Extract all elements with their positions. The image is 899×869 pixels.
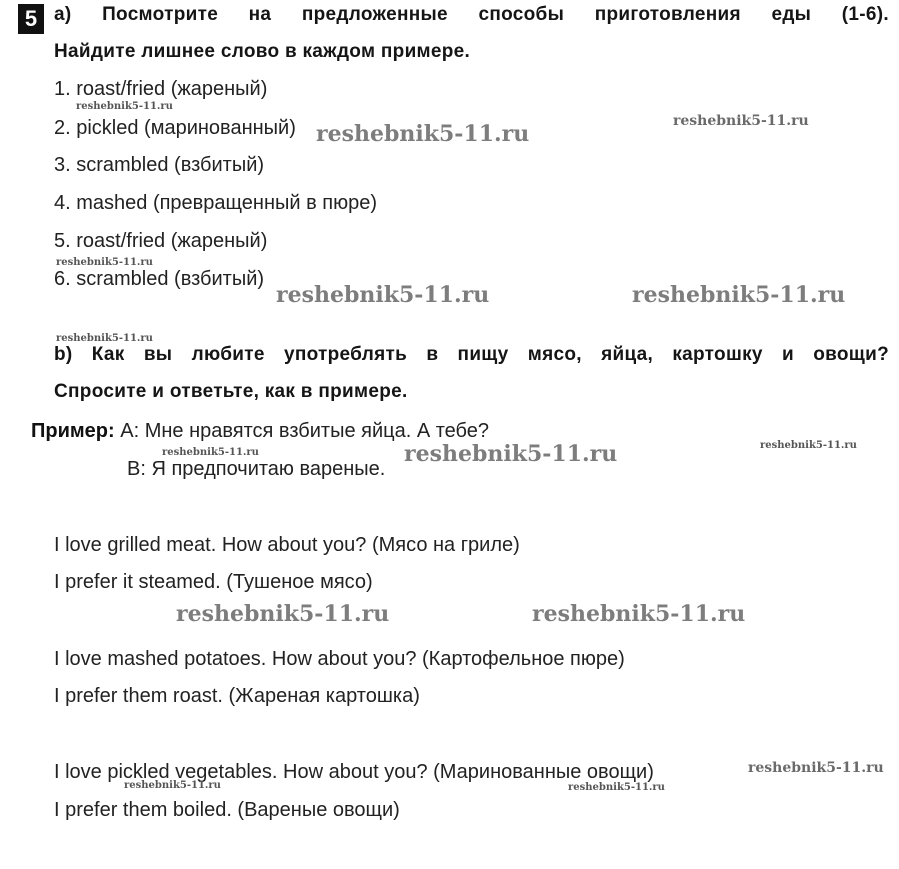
answer-a-1: 1. roast/fried (жареный) bbox=[54, 78, 268, 100]
dialogue-potatoes-answer: I prefer them roast. (Жареная картошка) bbox=[54, 685, 420, 707]
dialogue-meat-answer: I prefer it steamed. (Тушеное мясо) bbox=[54, 571, 373, 593]
watermark: reshebnik5-11.ru bbox=[532, 601, 746, 627]
watermark: reshebnik5-11.ru bbox=[124, 780, 221, 791]
exercise-number-badge: 5 bbox=[18, 4, 44, 34]
watermark: reshebnik5-11.ru bbox=[162, 447, 259, 458]
example-line-b: B: Я предпочитаю вареные. bbox=[127, 458, 386, 480]
part-a-subinstruction: Найдите лишнее слово в каждом примере. bbox=[54, 41, 471, 62]
watermark: reshebnik5-11.ru bbox=[56, 333, 153, 344]
answer-a-3: 3. scrambled (взбитый) bbox=[54, 154, 265, 176]
watermark: reshebnik5-11.ru bbox=[748, 760, 884, 776]
watermark: reshebnik5-11.ru bbox=[76, 101, 173, 112]
part-b-instruction: b) Как вы любите употреблять в пищу мясо, яйца, картошку и овощи? bbox=[54, 344, 889, 365]
watermark: reshebnik5-11.ru bbox=[632, 282, 846, 308]
answer-a-2: 2. pickled (маринованный) bbox=[54, 117, 296, 139]
example-label: Пример: bbox=[31, 420, 115, 442]
example-a-text: A: Мне нравятся взбитые яйца. А тебе? bbox=[120, 420, 490, 442]
watermark: reshebnik5-11.ru bbox=[568, 782, 665, 793]
dialogue-potatoes-question: I love mashed potatoes. How about you? (Картофельное пюре) bbox=[54, 648, 625, 670]
part-b-subinstruction: Спросите и ответьте, как в примере. bbox=[54, 381, 408, 402]
watermark: reshebnik5-11.ru bbox=[276, 282, 490, 308]
watermark: reshebnik5-11.ru bbox=[176, 601, 390, 627]
answer-a-6: 6. scrambled (взбитый) bbox=[54, 268, 265, 290]
part-a-instruction: a) Посмотрите на предложенные способы приготовления еды (1-6). bbox=[54, 4, 889, 25]
watermark: reshebnik5-11.ru bbox=[673, 113, 809, 129]
answer-a-4: 4. mashed (превращенный в пюре) bbox=[54, 192, 378, 214]
dialogue-meat-question: I love grilled meat. How about you? (Мясо на гриле) bbox=[54, 534, 520, 556]
dialogue-vegetables-answer: I prefer them boiled. (Вареные овощи) bbox=[54, 799, 400, 821]
watermark: reshebnik5-11.ru bbox=[56, 257, 153, 268]
watermark: reshebnik5-11.ru bbox=[404, 441, 618, 467]
watermark: reshebnik5-11.ru bbox=[316, 121, 530, 147]
watermark: reshebnik5-11.ru bbox=[760, 440, 857, 451]
answer-a-5: 5. roast/fried (жареный) bbox=[54, 230, 268, 252]
example-line-a bbox=[31, 420, 489, 443]
dialogue-vegetables-question: I love pickled vegetables. How about you? (Маринованные овощи) bbox=[54, 761, 654, 783]
